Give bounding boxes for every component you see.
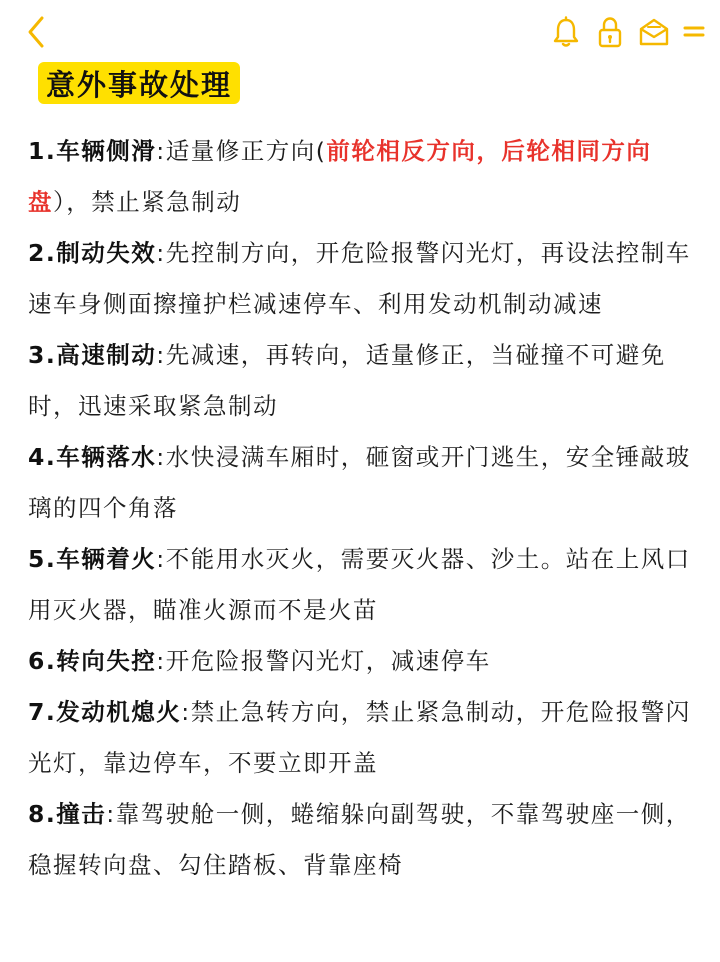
item-heading: 4.车辆落水 <box>28 443 157 471</box>
item-colon: : <box>156 341 166 369</box>
item-colon: : <box>156 239 166 267</box>
title-highlight <box>38 62 240 104</box>
mail-icon <box>638 16 670 48</box>
menu-button[interactable] <box>682 16 706 48</box>
item-text: 靠驾驶舱一侧，蜷缩躲向副驾驶，不靠驾驶座一侧，稳握转向盘、勾住踏板、背靠座椅 <box>28 800 691 879</box>
list-item <box>28 228 698 330</box>
chevron-left-icon <box>22 14 54 50</box>
item-colon: : <box>156 137 166 165</box>
item-heading: 8.撞击 <box>28 800 107 828</box>
list-item <box>28 687 698 789</box>
lock-button[interactable] <box>594 16 626 48</box>
page-title: 意外事故处理 <box>46 67 233 102</box>
mail-button[interactable] <box>638 16 670 48</box>
item-colon: : <box>106 800 116 828</box>
list-item <box>28 126 698 228</box>
item-text: 适量修正方向( <box>165 137 327 165</box>
item-colon: : <box>156 647 166 675</box>
list-item <box>28 789 698 891</box>
item-text: 开危险报警闪光灯，减速停车 <box>165 647 491 675</box>
item-text: 先控制方向，开危险报警闪光灯，再设法控制车速车身侧面擦撞护栏减速停车、利用发动机制动减速 <box>28 239 691 318</box>
top-icons <box>550 16 706 48</box>
list-item <box>28 432 698 534</box>
item-text: 禁止急转方向，禁止紧急制动，开危险报警闪光灯，靠边停车，不要立即开盖 <box>28 698 691 777</box>
item-colon: : <box>156 545 166 573</box>
item-heading: 1.车辆侧滑 <box>28 137 157 165</box>
list-item <box>28 330 698 432</box>
item-heading: 6.转向失控 <box>28 647 157 675</box>
item-text-tail: ），禁止紧急制动 <box>53 188 242 216</box>
item-colon: : <box>156 443 166 471</box>
item-text: 先减速，再转向，适量修正，当碰撞不可避免时，迅速采取紧急制动 <box>28 341 666 420</box>
item-colon: : <box>181 698 191 726</box>
lock-icon <box>596 16 624 48</box>
menu-icon <box>683 22 705 42</box>
bell-icon <box>551 16 581 48</box>
item-text: 水快浸满车厢时，砸窗或开门逃生，安全锤敲玻璃的四个角落 <box>28 443 691 522</box>
list-item <box>28 534 698 636</box>
back-button[interactable] <box>22 14 54 50</box>
bell-button[interactable] <box>550 16 582 48</box>
item-heading: 7.发动机熄火 <box>28 698 182 726</box>
list-item <box>28 636 698 687</box>
content-list <box>28 126 698 891</box>
item-heading: 3.高速制动 <box>28 341 157 369</box>
item-highlight-text: 前轮相反方向，后轮相同方向盘 <box>28 137 652 216</box>
top-bar <box>0 0 720 62</box>
item-text: 不能用水灭火，需要灭火器、沙土。站在上风口用灭火器，瞄准火源而不是火苗 <box>28 545 691 624</box>
item-heading: 5.车辆着火 <box>28 545 157 573</box>
item-heading: 2.制动失效 <box>28 239 157 267</box>
